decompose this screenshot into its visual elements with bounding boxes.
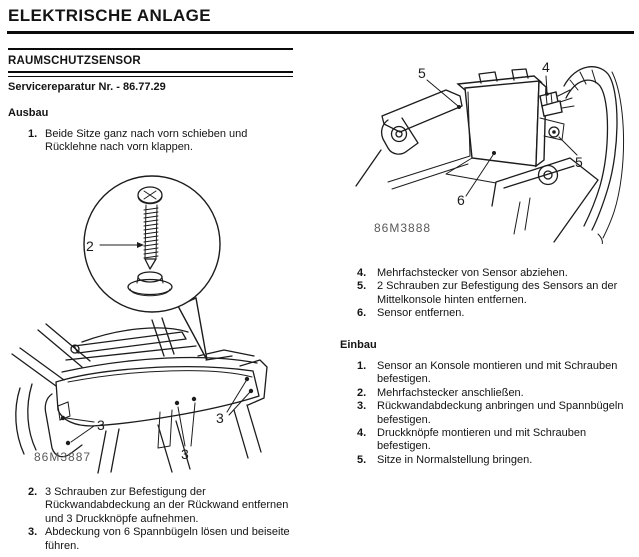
callout-5-right [559,137,583,170]
step-text: Beide Sitze ganz nach vorn schieben und Rücklehne nach vorn klappen. [45,128,248,154]
callout-4-label: 4 [542,59,550,75]
step-text: Rückwandabdeckung anbringen und Spannbügeln befestigen. [377,400,624,426]
removal-steps-2-3 [28,486,300,553]
step-item [357,307,632,320]
installation-steps [357,360,632,467]
step-number: 1. [357,360,367,372]
figure-bulkhead-illustration [10,160,310,480]
step-item [357,454,632,467]
step-text: 3 Schrauben zur Befestigung der Rückwandabdeckung an der Rückwand entfernen und 3 Druckknöpfe aufnehmen. [45,486,289,525]
callout-5-right-label: 5 [575,154,583,170]
removal-steps-1 [28,128,294,155]
step-item [357,427,632,454]
step-item [357,387,632,400]
callout-6-label: 6 [457,192,465,208]
step-text: Mehrfachstecker anschließen. [377,386,524,399]
service-repair-number: Servicereparatur Nr. - 86.77.29 [8,81,166,93]
step-number: 3. [357,400,367,413]
section-header [8,48,293,77]
step-text: Sitze in Normalstellung bringen. [377,453,533,466]
callout-dots [61,377,253,445]
removal-heading: Ausbau [8,107,49,119]
step-text: Mehrfachstecker von Sensor abziehen. [377,267,568,279]
step-item [28,526,300,553]
step-number: 2. [28,486,38,498]
callout-3-left-label: 3 [97,417,105,433]
step-text: 2 Schrauben zur Befestigung des Sensors an der Mittelkonsole hinten entfernen. [377,280,618,306]
step-text: Sensor an Konsole montieren und mit Schrauben befestigen. [377,360,618,386]
installation-heading: Einbau [340,339,377,351]
section-title: RAUMSCHUTZSENSOR [8,55,141,67]
step-item [28,486,300,526]
step-number: 3. [28,526,38,539]
section-rule-bottom [8,71,293,77]
step-item [357,280,632,307]
callout-2-label: 2 [86,238,94,254]
callout-3-right-label: 3 [216,410,224,426]
step-number: 5. [357,280,367,293]
callout-5-left-label: 5 [418,65,426,81]
step-text: Sensor entfernen. [377,307,465,320]
callout-3-center-label: 3 [181,446,189,462]
step-number: 2. [357,386,367,399]
step-item [357,400,632,427]
page-title: ELEKTRISCHE ANLAGE [8,6,212,25]
callout-3-left [66,417,105,442]
removal-steps-4-6 [357,267,632,321]
callout-5-left [418,65,461,109]
figure2-code: 86M3888 [374,221,432,235]
step-number: 4. [357,427,367,440]
step-text: Abdeckung von 6 Spannbügeln lösen und beiseite führen. [45,526,290,552]
step-number: 6. [357,307,367,320]
step-number: 4. [357,267,367,279]
figure1-code: 86M3887 [34,450,92,464]
step-item [357,360,632,387]
step-item [28,128,294,155]
sensor-box [458,69,546,166]
screw-inset [84,176,220,360]
step-item [357,267,632,280]
title-divider [7,31,634,34]
figure-sensor-illustration [348,56,638,244]
step-text: Druckknöpfe montieren und mit Schrauben befestigen. [377,427,587,453]
inset-pointer [178,298,207,360]
step-number: 5. [357,453,367,466]
step-number: 1. [28,128,38,140]
